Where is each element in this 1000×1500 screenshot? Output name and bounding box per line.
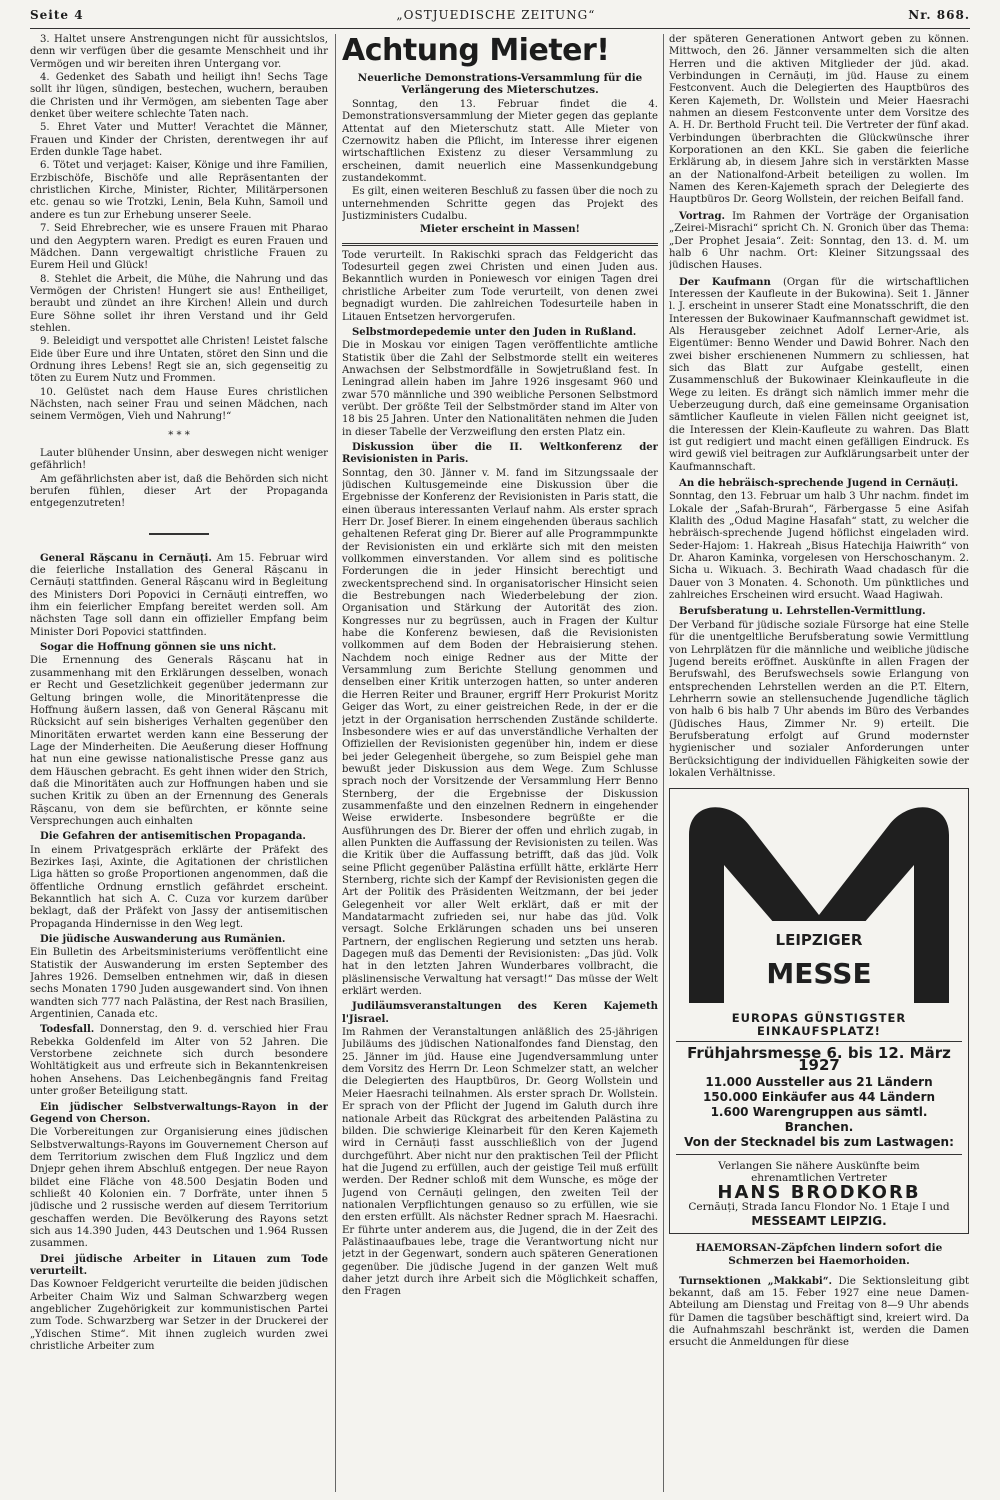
header-rule	[30, 28, 970, 29]
ad-agent-name: HANS BRODKORB	[717, 1181, 921, 1203]
paragraph: der späteren Generationen Antwort geben zu können. Mittwoch, den 26. Jänner versammelten sich die alten Herren und die aktiven Mitglieder der jüd. akad. Verbindungen in Cernăuți, im jüd. Hause zu einem Festconvent. Auch die Delegierten des Hauptbüros des Keren Kajemeth, Dr. Wollstein und Meier Haesrachi nahmen an diesem Festconvente unter dem Vorsitze des A. H. Dr. Berthold Frucht teil. Die Vertreter der fünf akad. Verbindungen überbrachten die Glückwünsche ihrer Korporationen an den KKL. Sie gaben die feierliche Erklärung ab, in diesem Jahre sich in verstärkten Masse an der Nationalfond-Arbeit beteiligen zu wollen. Im Namen des Keren-Kajemeth sprach der Delegierte des Hauptbüros Dr. Georg Wollstein, der reichen Beifall fand.	[669, 34, 969, 206]
article-heading: An die hebräisch-sprechende Jugend in Cernăuți.	[679, 478, 959, 490]
ad-stat: 11.000 Aussteller aus 21 Ländern	[705, 1074, 933, 1089]
column-divider	[335, 34, 336, 1492]
page-number: Seite 4	[30, 8, 84, 22]
paragraph: 9. Beleidigt und verspottet alle Christen! Leistet falsche Eide über Eure und ihre Untaten, störet den Sinn und die Ordnung ihres Lebens! Regt sie an, sich gegenseitig zu töten zu Eurem Nutz und Frommen.	[30, 336, 328, 385]
article	[669, 1276, 969, 1350]
article-heading: Todesfall.	[40, 1024, 95, 1036]
article-heading: Der Kaufmann	[679, 276, 771, 288]
article-heading: General Rășcanu in Cernăuți.	[40, 552, 212, 564]
article-body: Am 15. Februar wird die feierliche Installation des General Rășcanu in Cernăuți stattfinden. General Rășcanu wird in Begleitung des Ministers Dori Popovici in Cernăuți eintreffen, wo ihm ein feierlicher Empfang bereitet werden soll. Am nächsten Tage soll dann ein offizieller Empfang beim Minister Dori Popovici stattfinden.	[30, 552, 328, 638]
ad-tagline: EUROPAS GÜNSTIGSTER EINKAUFSPLATZ!	[731, 1011, 907, 1038]
leipziger-messe-ad	[669, 788, 969, 1233]
article-heading: Vortrag.	[679, 210, 726, 222]
paragraph: Sonntag, den 13. Februar findet die 4. Demonstrationsversammlung der Mieter gegen das geplante Attentat auf den Mieterschutz statt. Alle Mieter von Czernowitz haben die Pflicht, im Interesse ihrer eigenen wirtschaftlichen Existenz zu dieser Versammlung zu erscheinen, damit neuerlich eine Massenkundgebung zustandekommt.	[342, 99, 658, 185]
article-body: Die Sektionsleitung gibt bekannt, daß am 15. Feber 1927 eine neue Damen-Abteilung am Dienstag und Freitag von 8—9 Uhr abends für Damen die tagsüber beschäftigt sind, kreiert wird. Da die Aufnahmszahl beschränkt ist, werden die Damen ersucht die Anmeldungen für diese	[669, 1275, 969, 1349]
divider	[342, 243, 658, 246]
article	[669, 211, 969, 273]
divider	[149, 533, 209, 535]
article-body: Donnerstag, den 9. d. verschied hier Frau Rebekka Goldenfeld im Alter von 52 Jahren. Die Verstorbene zeichnete sich durch besondere Wohltätigkeit aus und erfreute sich in Bekanntenkreisen hohen Ansehens. Das Leichenbegängnis fand Freitag unter großer Beteiligung statt.	[30, 1024, 328, 1098]
article-heading: Berufsberatung u. Lehrstellen-Vermittlung.	[679, 606, 926, 618]
page-header	[30, 6, 970, 24]
headline-achtung: Achtung Mieter!	[342, 34, 610, 68]
article	[669, 277, 969, 475]
article-body: Die in Moskau vor einigen Tagen veröffentlichte amtliche Statistik über die Zahl der Selbstmorde stellt ein weiteres Anwachsen der Selbstmordfälle in Sowjetrußland fest. In Leningrad allein haben im Jahre 1926 insgesamt 960 und zwar 570 männliche und 390 weibliche Personen Selbstmord verübt. Der größte Teil der Selbstmörder stand im Alter von 18 bis 25 Jahren. Unter den Nationalitäten nehmen die Juden in dieser Tabelle der Verzweiflung den ersten Platz ein.	[342, 340, 658, 438]
article-body: Im Rahmen der Veranstaltungen anläßlich des 25-jährigen Jubiläums des jüdischen Nationalfondes fand Dienstag, den 25. Jänner im jüd. Hause eine Jugendversammlung unter dem Vorsitz des Herrn Dr. Leon Schmelzer statt, an welcher die Delegierten des Hauptbüros, Dr. Georg Wollstein und Meier Haesrachi teilnahmen. Als erster sprach Dr. Wollstein. Er sprach von der Pflicht der Jugend im Galuth durch ihre nationale Arbeit das Rückgrat des arbeitenden Palästina zu bilden. Die schwierige Kleinarbeit für den Keren Kajemeth wird in Cernăuți fasst ausschließlich von der Jugend durchgeführt. Aber nicht nur den praktischen Teil der Pflicht hat die Jugend zu erfüllen, auch der geistige Teil muß erfüllt werden. Der Redner schloß mit dem Wunsche, es möge der Jugend von Cernăuți gelingen, den zweiten Teil der nationalen Verpflichtungen genauso so zu erfüllen, wie sie den ersten erfüllt. Als nächster Redner sprach M. Haesrachi. Er führte unter anderem aus, die Jugend, die in der Zeit des Palästinaaufbaues lebe, trage die Verantwortung nicht nur jetzt in der Gegenwart, sondern auch späteren Generationen gegenüber. Die jüdische Jugend in der ganzen Welt muß daher jetzt durch ihre Arbeit sich die Möglichkeit schaffen, den Fragen	[342, 1027, 658, 1298]
subheadline: Neuerliche Demonstrations-Versammlung für die Verlängerung des Mieterschutzes.	[357, 72, 643, 96]
section-stars: * * *	[168, 429, 190, 441]
article-body: Im Rahmen der Vorträge der Organisation „Zeirei-Misrachi“ spricht Ch. N. Gronich über das Thema: „Der Prophet Jesaia“. Zeit: Sonntag, den 13. d. M. um halb 6 Uhr nachm. Ort: Kleiner Sitzungssaal des jüdischen Hauses.	[669, 210, 969, 272]
article-heading: Selbstmordepedemie unter den Juden in Rußland.	[352, 326, 637, 338]
column-divider	[663, 34, 664, 1492]
article-body: Die Ernennung des Generals Rășcanu hat in zusammenhang mit den Erklärungen desselben, wonach er Recht und Gesetzlichkeit gegenüber jedermann zur Geltung bringen wolle, die Minoritätenpresse die Hoffnung äußern lassen, daß von General Rășcanu mit Rücksicht auf sein bisheriges Verhalten gegenüber den Minoritäten erwartet werden kann eine Besserung der Lage der Minderheiten. Die Aeußerung dieser Hoffnung hat nun eine gewisse nationalistische Presse ganz aus dem Häuschen gebracht. Es geht ihnen wider den Strich, daß die Minoritäten auch zur Hoffnungen haben und sie suchen Kritik zu üben an der Ernennung des Generals Rășcanu, von dem sie befürchten, er könnte seine Versprechungen auch einhalten	[30, 655, 328, 827]
article-body: Der Verband für jüdische soziale Fürsorge hat eine Stelle für die unentgeltliche Berufsberatung sowie Vermittlung von Lehrplätzen für die männliche und weibliche jüdische Jugend bereits eröffnet. Auskünfte in allen Fragen der Berufswahl, des Berufswechsels sowie Erlangung von entsprechenden Lehrstellen werden an die P.T. Eltern, Lehrherrn sowie an stellensuchende Jugendliche täglich von halb 6 bis halb 7 Uhr abends im Büro des Verbandes (Jüdisches Haus, Zimmer Nr. 9) erteilt. Die Berufsberatung erfolgt auf Grund modernster hygienischer und sozialer Anforderungen unter Berücksichtigung der individuellen Fähigkeiten sowie der lokalen Verhältnisse.	[669, 619, 969, 779]
ad-rule	[676, 1041, 962, 1042]
article-heading: Die jüdische Auswanderung aus Rumänien.	[40, 934, 286, 946]
article-body: Das Kownoer Feldgericht verurteilte die beiden jüdischen Arbeiter Chaim Wiz und Salman Schwarzberg wegen angeblicher Zugehörigkeit zur kommunistischen Partei zum Tode. Schwarzberg war Setzer in der Druckerei der „Ydischen Stime“. Mit ihnen zugleich wurden zwei christliche Arbeiter zum	[30, 1279, 328, 1353]
article-body: In einem Privatgespräch erklärte der Präfekt des Bezirkes Iași, Axinte, die Agitationen der christlichen Liga hätten so große Proportionen angenommen, daß die öffentliche Ordnung ernstlich gefährdet erscheint. Bekanntlich hat sich A. C. Cuza vor kurzem darüber beklagt, daß der Präfekt von Jassy der antisemitischen Propaganda Hindernisse in den Weg legt.	[30, 844, 328, 930]
article-body: Sonntag, den 13. Februar um halb 3 Uhr nachm. findet im Lokale der „Safah-Brurah“, Färbergasse 5 eine Asifah Klalith des „Odud Magine Hasafah“ statt, zu welcher die hebräisch-sprechende Jugend höflichst eingeladen wird. Seder-Hajom: 1. Hakreah „Bisus Hatechija Haiwrith“ von Dr. Aharon Kaminka, vorgelesen von Herschoschanym. 2. Sicha u. Wikuach. 3. Bechirath Waad chadasch für die Dauer von 3 Monaten. 4. Schonoth. Um pünktliches und zahlreiches Erscheinen wird ersucht. Waad Hagiwah.	[669, 491, 969, 602]
logo-word-messe: MESSE	[766, 957, 872, 991]
ad-slogan: Von der Stecknadel bis zum Lastwagen:	[684, 1134, 954, 1149]
article-body: (Organ für die wirtschaftlichen Interessen der Kaufleute in der Bukowina). Seit 1. Jänner l. J. erscheint in unserer Stadt eine Monatsschrift, die den Interessen der Bukowinaer Kaufmannschaft gewidmet ist. Als Herausgeber zeichnet Adolf Lerner-Arie, als Eigentümer: Benno Wender und Dawid Bohrer. Nach den zwei bisher erschienenen Nummern zu schliessen, hat sich das Blatt zur Aufgabe gestellt, einen Zusammenschluß der Bukowinaer Kleinkaufleute in die Wege zu leiten. Es drängt sich nämlich immer mehr die Ueberzeugung durch, daß eine gemeinsame Organisation sämtlicher Kaufleute in vielen Fällen nicht geeignet ist, die Interessen der Klein-Kaufleute zu wahren. Das Blatt ist gut redigiert und macht einen gefälligen Eindruck. Es wird gewiß viel beitragen zur Aufklärungsarbeit unter der Kaufmannschaft.	[669, 276, 969, 473]
ad-inquiry: Verlangen Sie nähere Auskünfte beim ehrenamtlichen Vertreter	[718, 1159, 920, 1185]
paragraph: 7. Seid Ehrebrecher, wie es unsere Frauen mit Pharao und den Aegyptern waren. Predigt es euren Frauen und Mädchen. Dann vergewaltigt christliche Frauen zu Eurem Heil und Glück!	[30, 223, 328, 272]
article-heading: Judiläumsveranstaltungen des Keren Kajemeth l'Jisrael.	[342, 1001, 658, 1025]
ad-office: MESSEAMT LEIPZIG.	[751, 1213, 887, 1228]
article-heading: Diskussion über die II. Weltkonferenz der Revisionisten in Paris.	[342, 441, 658, 466]
article-heading: Sogar die Hoffnung gönnen sie uns nicht.	[40, 642, 277, 654]
call-to-action: Mieter erscheint in Massen!	[420, 224, 580, 236]
column-1	[30, 34, 328, 1492]
paragraph: 3. Haltet unsere Anstrengungen nicht für aussichtslos, denn wir verfügen über die gesamte Menschheit und ihr Vermögen und wir bereiten ihren Untergang vor.	[30, 34, 328, 70]
messe-logo	[676, 795, 962, 1009]
paragraph: 6. Tötet und verjaget: Kaiser, Könige und ihre Familien, Erzbischöfe, Bischöfe und alle Repräsentanten der christlichen Kirche, Minister, Richter, Militärpersonen etc. genau so wie Trotzki, Lenin, Bela Kuhn, Samoil und andere es tun zur Erhebung unserer Seele.	[30, 160, 328, 221]
article-heading: Ein jüdischer Selbstverwaltungs-Rayon in der Gegend von Cherson.	[30, 1101, 328, 1125]
article-body: Sonntag, den 30. Jänner v. M. fand im Sitzungssaale der jüdischen Kultusgemeinde eine Diskussion über die Ergebnisse der Konferenz der Revisionisten in Paris statt, die einen überaus interessanten Verlauf nahm. Als erster sprach Herr Dr. Josef Bierer. In einem eingehenden überaus sachlich gehaltenen Referat ging Dr. Bierer auf alle Programmpunkte der Revisionisten ein und erklärte sich mit den meisten vollkommen einverstanden. Vor allem sind es politische Forderungen die in jeder Hinsicht berechtigt und zweckentsprechend sind. In organisatorischer Hinsicht seien die Bestrebungen nach Wiederbelebung der zion. Organisation und Stärkung der Autorität des zion. Kongresses nur zu begrüssen, auch in Fragen der Kultur habe die Konferenz bewiesen, daß die Revisionisten vollkommen auf dem Boden der Hebraisierung stehen. Nachdem noch einige Redner aus der Mitte der Versammlung zum Berichte Stellung genommen und denselben einer Kritik unterzogen hatten, so unter anderen die Herren Reiter und Brauner, ergriff Herr Prokurist Moritz Geiger das Wort, zu einer geistreichen Rede, in der er die jetzt in der Organisation herrschenden Zustände schilderte. Insbesondere wies er auf das unverständliche Verhalten der Offiziellen der Revisionisten gegenüber hin, indem er diese bei jeder Gelegenheit übergehe, so zum Beispiel gehe man bewußt jeder Diskussion aus dem Wege. Zum Schlusse sprach noch der Vorsitzende der Versammlung Herr Benno Sternberg, der die Ergebnisse der Diskussion zusammenfaßte und den einzelnen Rednern in eingehender Weise erwiderte. Insbesondere begrüßte er die Ausführungen des Dr. Bierer der offen und ehrlich zugab, in allen Punkten die Auffassung der Revisionisten zu teilen. Was die Kritik über die Auffassung betrifft, daß das jüd. Volk seine Pflicht gegenüber Palästina erfüllt hätte, erklärte Herr Sternberg, richte sich der Kampf der Revisionisten gegen die Art der Politik des Präsidenten Weitzmann, der bei jeder Gelegenheit vor aller Welt erklärt, daß er mit der Mandatarmacht zufrieden sei, nur habe das jüd. Volk versagt. Solche Erklärungen schaden uns bei unseren Partnern, der englischen Regierung und setzten uns herab. Dagegen muß das Dementi der Revisionisten: „Das jüd. Volk hat in den letzten Jahren Wunderbares vollbracht, die pläslinensische Verwaltung hat versagt!“ Das müsse der Welt erklärt werden.	[342, 467, 658, 998]
paragraph: Es gilt, einen weiteren Beschluß zu fassen über die noch zu unternehmenden Schritte gegen das Projekt des Justizministers Cudalbu.	[342, 186, 658, 223]
ad-stat: 1.600 Warengruppen aus sämtl. Branchen.	[710, 1104, 928, 1134]
column-3	[669, 34, 969, 1492]
issue-number: Nr. 868.	[908, 8, 970, 22]
column-2	[342, 34, 658, 1492]
article-body: Die Vorbereitungen zur Organisierung eines jüdischen Selbstverwaltungs-Rayons im Gouvernement Cherson auf dem Territorium zwischen dem Fluß Ingzlicz und dem Dnjepr gehen ihrem Abschluß entgegen. Der neue Rayon bildet eine Fläche von 48.500 Desjatin Boden und schließt 40 Kolonien ein. 7 Dorfräte, unter ihnen 5 jüdische und 2 russische werden auf diesem Territorium geschaffen werden. Die Bevölkerung des Rayons setzt sich aus 14.390 Juden, 443 Deutschen und 1.964 Russen zusammen.	[30, 1127, 328, 1250]
paragraph: Lauter blühender Unsinn, aber deswegen nicht weniger gefährlich!	[30, 448, 328, 472]
paragraph: 10. Gelüstet nach dem Hause Eures christlichen Nächsten, nach seiner Frau und seinen Mädchen, nach seinem Vermögen, Vieh und Nahrung!“	[30, 386, 328, 423]
newspaper-title: „OSTJUEDISCHE ZEITUNG“	[396, 8, 596, 22]
logo-word-leipziger: LEIPZIGER	[775, 931, 863, 950]
ad-dates: Frühjahrsmesse 6. bis 12. März 1927	[687, 1043, 951, 1075]
ad-stat: 150.000 Einkäufer aus 44 Ländern	[702, 1089, 936, 1104]
paragraph: 8. Stehlet die Arbeit, die Mühe, die Nahrung und das Vermögen der Christen! Hungert sie aus! Entheiliget, beraubt und zündet an ihre Kirchen! Allein und durch Eure Söhne sollet ihr ihren Verstand und ihr Geld stehlen.	[30, 273, 328, 334]
article	[30, 1024, 328, 1098]
paragraph: Tode verurteilt. In Rakischki sprach das Feldgericht das Todesurteil gegen zwei Christen und einen Juden aus. Bekanntlich wurden in Poniewesch vor einigen Tagen drei christliche Arbeiter zum Tode verurteilt, von denen zwei begnadigt wurden. Die zahlreichen Todesurteile haben in Litauen Entsetzen hervorgerufen.	[342, 249, 658, 323]
ad-rule	[676, 1154, 962, 1155]
article-heading: Drei jüdische Arbeiter in Litauen zum Tode verurteilt.	[30, 1253, 328, 1277]
paragraph: Am gefährlichsten aber ist, daß die Behörden sich nicht berufen fühlen, dieser Art der Propaganda entgegenzutreten!	[30, 473, 328, 510]
article-heading: Die Gefahren der antisemitischen Propaganda.	[40, 831, 306, 843]
article-heading: Turnsektionen „Makkabi“.	[679, 1275, 833, 1287]
haemorsan-ad: HAEMORSAN-Zäpfchen lindern sofort die Schmerzen bei Haemorhoiden.	[695, 1241, 943, 1267]
article-body: Ein Bulletin des Arbeitsministeriums veröffentlicht eine Statistik der Auswanderung im ersten September des Jahres 1926. Demselben entnehmen wir, daß in diesen sechs Monaten 1790 Juden ausgewandert sind. Von ihnen wandten sich 777 nach Palästina, der Rest nach Brasilien, Argentinien, Canada etc.	[30, 947, 328, 1021]
ad-address: Cernăuți, Strada Iancu Flondor No. 1 Etaje I und	[688, 1201, 950, 1213]
paragraph: 4. Gedenket des Sabath und heiligt ihn! Sechs Tage sollt ihr lügen, sündigen, bestechen, wuchern, berauben die Christen und ihr Vermögen, am siebenten Tage aber denket über weitere schlechte Taten nach.	[30, 72, 328, 121]
paragraph: 5. Ehret Vater und Mutter! Verachtet die Männer, Frauen und Kinder der Christen, derentwegen ihr auf Erden dunkle Tage habet.	[30, 122, 328, 159]
article	[30, 553, 328, 639]
